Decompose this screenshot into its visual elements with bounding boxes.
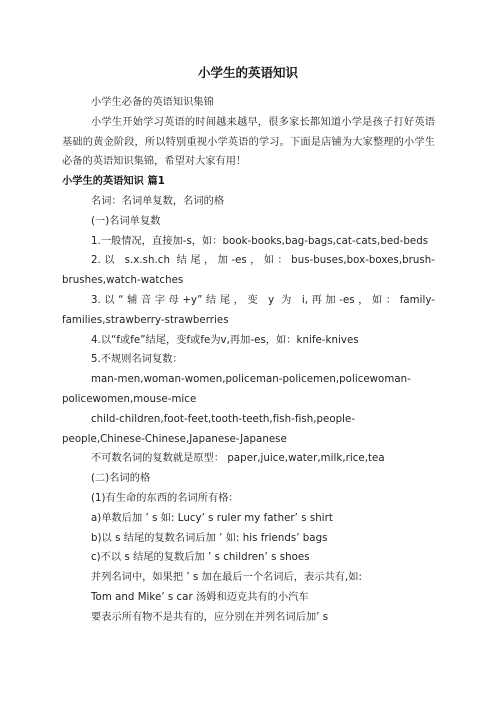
paragraph: 不可数名词的复数就是原型： paper,juice,water,milk,rice,tea <box>91 453 385 465</box>
document-body <box>62 93 435 628</box>
paragraph: child-children,foot-feet,tooth-teeth,fish-fish,people-people,Chinese-Chinese,Japanese-Japanese <box>62 413 356 445</box>
paragraph: 5.不规则名词复数： <box>91 354 183 366</box>
paragraph: 并列名词中，如果把 ’ s 加在最后一个名词后，表示共有,如: <box>91 572 362 584</box>
section-heading: 小学生的英语知识 篇1 <box>62 176 165 188</box>
paragraph: 小学生开始学习英语的时间越来越早，很多家长都知道小学是孩子打好英语基础的黄金阶段，所以特别重视小学英语的学习。下面是店铺为大家整理的小学生必备的英语知识集锦，希望对大家有用！ <box>62 116 435 168</box>
paragraph: man-men,woman-women,policeman-policemen,policewoman-policewomen,mouse-mice <box>62 374 411 405</box>
paragraph: 4.以“f或fe”结尾，变f或fe为v,再加-es，如：knife-knives <box>91 334 359 346</box>
paragraph: a)单数后加 ’ s 如: Lucy’ s ruler my father’ s shirt <box>91 512 333 524</box>
paragraph: 名词：名词单复数，名词的格 <box>91 195 225 207</box>
paragraph: c)不以 s 结尾的复数后加 ’ s children’ s shoes <box>91 552 310 564</box>
paragraph: 2.以 s.x.sh.ch 结尾，加-es，如：bus-buses,box-boxes,brush-brushes,watch-watches <box>62 255 435 287</box>
paragraph: 1.一般情况，直接加-s，如：book-books,bag-bags,cat-cats,bed-beds <box>91 235 429 247</box>
paragraph: b)以 s 结尾的复数名词后加 ’ 如: his friends’ bags <box>91 532 328 544</box>
paragraph: 要表示所有物不是共有的，应分别在并列名词后加’ s <box>91 611 329 623</box>
document-title: 小学生的英语知识 <box>197 65 298 80</box>
paragraph: 3.以“辅音字母+y”结尾，变 y 为 i,再加-es，如：family-families,strawberry-strawberries <box>62 294 435 326</box>
paragraph: (一)名词单复数 <box>91 215 161 227</box>
paragraph: (二)名词的格 <box>91 473 151 485</box>
paragraph: Tom and Mike’ s car 汤姆和迈克共有的小汽车 <box>91 591 309 603</box>
paragraph: 小学生必备的英语知识集锦 <box>91 97 214 108</box>
paragraph: (1)有生命的东西的名词所有格： <box>91 492 239 504</box>
